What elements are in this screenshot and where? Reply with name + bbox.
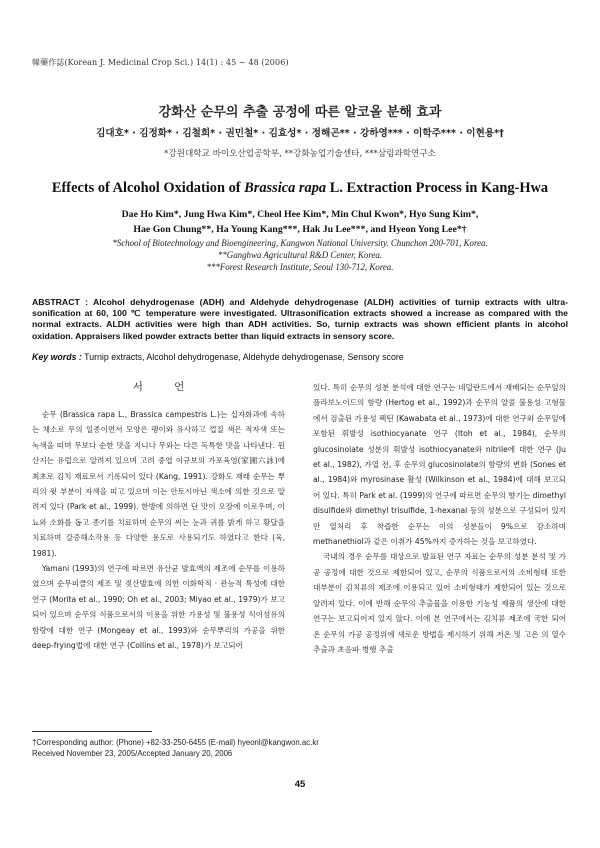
keywords-label: Key words :: [32, 352, 82, 362]
korean-affiliations: *강원대학교 바이오산업공학부, **강화농업기술센타, ***삼림과학연구소: [164, 149, 436, 159]
section-title-introduction: 서 언: [132, 381, 199, 393]
english-affil-line2: **Ganghwa Agricultural R&D Center, Korea.: [217, 250, 383, 260]
english-authors-line2: Hae Gon Chung**, Ha Young Kang***, Hak Ju Lee***, and Hyeon Yong Lee*†: [133, 224, 467, 235]
english-title-part2: L. Extraction Process in Kang-Hwa: [326, 180, 549, 196]
keywords: [32, 352, 572, 362]
footnote: [32, 737, 319, 759]
english-authors: [0, 207, 600, 237]
abstract-label: ABSTRACT :: [32, 297, 88, 307]
body-column-left: [32, 380, 285, 654]
body-paragraph: 순무 (Brassica rapa L., Brassica campestris L.)는 십자화과에 속하는 채소로 무의 일종이면서 모양은 팽이와 유사하고 껍질 색은 적자색 또는 녹색을 띠며 무보다 순한 맛을 지니나 무와는 다른 독특한 맛을 나타낸다. 원산지는 유럽으로 알려져 있으며 고려 중엽 이규보의 가포육영(家圃六詠)에 최초로 김치 재료로서 기록되어 있다 (Kang, 1991). 강화도 재래 순무는 뿌리의 윗 부분이 자색을 띠고 있으며 이는 안토시아닌 색소에 의한 것으로 알려져 있다 (Park et al., 1999). 한방에 의하면 단 맛이 오장에 이로우며, 이뇨와 소화를 돕고 종기를 치료하며 순무의 씨는 눈과 귀를 밝게 하고 황달을 치료하며 갈증해소작용 등 다양한 용도로 사용되기도 하였다고 한다 (육, 1981).: [32, 410, 285, 558]
english-authors-line1: Dae Ho Kim*, Jung Hwa Kim*, Cheol Hee Kim*, Min Chul Kwon*, Hyo Sung Kim*,: [121, 209, 479, 220]
footnote-received: Received November 23, 2005/Accepted January 20, 2006: [32, 749, 233, 758]
footnote-divider: [32, 731, 152, 732]
english-affil-line1: *School of Biotechnology and Bioengineering, Kangwon National University. Chunchon 200-701, Korea.: [112, 238, 488, 248]
page-number: 45: [294, 779, 306, 790]
english-affiliations: [0, 237, 600, 273]
body-paragraph: 있다. 특히 순무의 성분 분석에 대한 연구는 네덜란드에서 재배되는 순무잎의 플라보노이드의 함량 (Hertog et al., 1992)과 순무의 알콜 불용성 고형물에서 검출된 가용성 펙틴 (Kawabata et al., 1973)에 대한 연구와 순무잎에 포함된 휘발성 isothiocyanate 연구 (Itoh et al., 1984), 순무의 glucosinolate 성분의 휘발성 isothiocyanate와 nitrile에 대한 연구 (Ju et al., 1982), 가열 전, 후 순무의 glucosinolate의 함량의 변화 (Sones et al., 1984)와 myrosinase 활성 (Wilkinson et al., 1984)에 대해 보고되어 있다. 특히 Park et al. (1999)의 연구에 따르면 순무의 향기는 dimethyl disulfide와 dimethyl trisulfide, 1-hexanal 등의 성분으로 구성되어 있지만 열처리 후 착즙한 순무는 이의 성분들이 9%으로 감소하며 methanethiol과 같은 이취가 45%까지 증가하는 것을 보고하였다.: [313, 383, 566, 547]
body-paragraph: Yamani (1993)의 연구에 따르면 유산균 발효액의 제조에 순무를 이용하였으며 순무피클의 제조 및 젖산발효에 의한 이화학적 · 관능적 특성에 대한 연구 (Morita et al., 1990; Oh et al., 2003; Miyao et al., 1979)가 보고되어 있으며 순무의 식품으로서의 이용을 위한 가용성 및 불용성 식이섬유의 함량에 대한 연구 (Mongeay et al., 1993)와 순무뿌리의 가공을 위한 deep-frying법에 대한 연구 (Collins et al., 1978)가 보고되어: [32, 564, 285, 651]
body-column-right: [313, 380, 566, 657]
korean-authors: 김대호* · 김정화* · 김철희* · 권민철* · 김효성* · 정해곤** · 강하영*** · 이학주*** · 이현용*†: [96, 128, 504, 139]
abstract: [32, 297, 568, 342]
abstract-text: Alcohol dehydrogenase (ADH) and Aldehyde dehydrogenase (ALDH) activities of turnip extracts with ultra-sonification at 60, 100 ℃ temperature were investigated. Ultrasonification extracts showed a increase as compared with the normal extracts. ALDH activities were high than ADH activities. So, turnip extracts was shown efficient plants in alcohol oxidation. Appraisers liked powder extracts better than liquid extracts in sensory score.: [32, 297, 569, 341]
journal-citation: 韓藥作誌(Korean J. Medicinal Crop Sci.) 14(1) : 45 ~ 48 (2006): [32, 58, 289, 67]
english-title: [0, 180, 600, 197]
keywords-text: Turnip extracts, Alcohol dehydrogenase, Aldehyde dehydrogenase, Sensory score: [84, 352, 404, 362]
footnote-corresponding-author: †Corresponding author: (Phone) +82-33-250-6455 (E-mail) hyeonl@kangwon.ac.kr: [32, 738, 319, 747]
english-title-part1: Effects of Alcohol Oxidation of: [51, 180, 245, 196]
english-affil-line3: ***Forest Research Institute, Seoul 130-712, Korea.: [206, 262, 394, 272]
english-title-species: Brassica rapa: [244, 180, 327, 196]
korean-title: 강화산 순무의 추출 공정에 따른 알코올 분해 효과: [158, 105, 442, 120]
body-paragraph: 국내의 경우 순무를 대상으로 발표된 연구 자료는 순무의 성분 분석 및 가공 공정에 대한 것으로 제한되어 있고, 순무의 식품으로서의 소비형태 또한 대부분이 김치류의 제조에 이용되고 있어 소비형태가 제한되어 있는 것으로 알려져 있다. 이에 반해 순무의 추출물을 이용한 기능성 제품의 생산에 대한 연구는 보고되어져 있지 않다. 이에 본 연구에서는 김치류 제조에 국한 되어온 순무의 가공 공정위에 새로운 방법을 제시하기 위해 저온 및 고온 의 열수 추출과 초음파 병행 추출: [313, 552, 566, 654]
